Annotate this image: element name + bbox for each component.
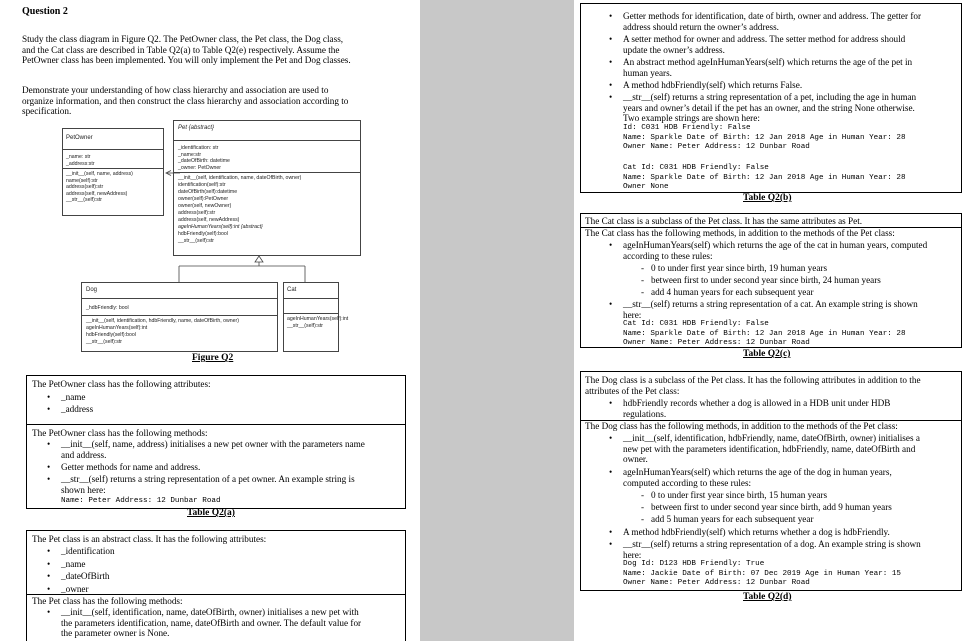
uml-attr: _dateOfBirth: datetime <box>178 158 230 164</box>
uml-petowner-name: PetOwner <box>66 135 93 141</box>
table-c-line: The Cat class is a subclass of the Pet class. It has the same attributes as Pet. <box>585 216 863 226</box>
uml-attr: _address:str <box>66 160 95 167</box>
list-item-cont: human years. <box>623 67 672 78</box>
list-item: • Getter methods for name and address. <box>61 462 200 472</box>
table-b-attr-header: The Pet class is an abstract class. It has the following attributes: <box>32 534 267 544</box>
table-a-caption: Table Q2(a) <box>187 508 235 518</box>
list-item-cont: new pet with the parameters identification, hdbFriendly, name, dateOfBirth and <box>623 443 916 454</box>
table-q2c <box>580 213 962 348</box>
rule-item: - between first to under second year since birth, 24 human years <box>651 275 881 285</box>
uml-dog <box>81 282 278 352</box>
list-item: • ageInHumanYears(self) which returns the age of the dog in human years, <box>623 467 892 477</box>
list-item: • _owner <box>61 584 89 594</box>
uml-method: __init__(self, name, address) <box>66 171 133 177</box>
uml-attr: _identification: str <box>178 145 219 151</box>
uml-method: address(self, newAddress) <box>66 190 128 197</box>
table-q2b-part1 <box>26 530 406 641</box>
uml-method: name(self):str <box>66 177 98 184</box>
uml-attr: _name: str <box>66 154 91 160</box>
list-item-cont: Two example strings are shown here: <box>623 113 760 123</box>
rule-item: - add 5 human years for each subsequent year <box>651 514 814 524</box>
code-example: Name: Sparkle Date of Birth: 12 Jan 2018 Age in Human Year: 28 <box>623 329 906 338</box>
list-item: • _identification <box>61 546 115 556</box>
uml-method: __str__(self):str <box>287 323 324 329</box>
list-item-cont: the parameters identification, name, dateOfBirth and owner. The default value for <box>61 617 362 628</box>
left-page <box>0 0 420 641</box>
uml-method: hdbFriendly(self):bool <box>178 231 228 237</box>
table-d-caption: Table Q2(d) <box>743 592 792 602</box>
list-item: • ageInHumanYears(self) which returns the age of the cat in human years, computed <box>623 240 927 250</box>
table-a-method-header: The PetOwner class has the following methods: <box>32 428 208 438</box>
right-page <box>574 0 970 641</box>
list-item-cont: according to these rules: <box>623 250 713 261</box>
uml-method: address(self):str <box>178 210 216 216</box>
uml-method: __init__(self, identification, name, dateOfBirth, owner) <box>178 175 302 181</box>
uml-method: address(self):str <box>66 184 104 190</box>
table-q2a <box>26 375 406 509</box>
list-item: • __str__(self) returns a string representation of a dog. An example string is shown <box>623 539 921 549</box>
uml-method: owner(self):PetOwner <box>178 196 229 202</box>
figure-caption: Figure Q2 <box>192 353 234 363</box>
list-item: • _dateOfBirth <box>61 571 109 581</box>
table-q2b-part2 <box>580 3 962 193</box>
list-item-cont: shown here: <box>61 484 106 495</box>
code-example: Cat Id: C031 HDB Friendly: False <box>623 320 769 328</box>
code-example: Id: C031 HDB Friendly: False <box>623 124 751 132</box>
uml-cat-name: Cat <box>287 287 297 293</box>
list-item: • __str__(self) returns a string representation of a pet, including the age in human <box>623 92 916 102</box>
uml-method: identification(self):str <box>178 182 226 188</box>
list-item: • _name <box>61 392 86 402</box>
list-item: • __str__(self) returns a string representation of a cat. An example string is shown <box>623 299 918 309</box>
table-b-caption: Table Q2(b) <box>743 193 792 203</box>
intro-line-1: Study the class diagram in Figure Q2. The PetOwner class, the Pet class, the Dog class, <box>22 34 344 44</box>
uml-method: address(self, newAddress) <box>178 217 240 223</box>
uml-attr: _hdbFriendly: bool <box>86 305 129 311</box>
rule-item: - 0 to under first year since birth, 19 human years <box>651 263 827 273</box>
table-d-line: The Dog class has the following methods, in addition to the methods of the Pet class: <box>585 421 898 431</box>
code-example: Name: Sparkle Date of Birth: 12 Jan 2018 Age in Human Year: 28 <box>623 173 906 182</box>
list-item: • An abstract method ageInHumanYears(self) which returns the age of the pet in <box>623 57 912 67</box>
uml-method: __str__(self):str <box>178 238 215 244</box>
code-example: Name: Peter Address: 12 Dunbar Road <box>61 497 221 505</box>
uml-pet-name: Pet {abstract} <box>178 125 215 131</box>
demo-line-1: Demonstrate your understanding of how class hierarchy and association are used to <box>22 85 329 95</box>
uml-method: ageInHumanYears(self):int <box>86 325 148 331</box>
demo-line-2: organize information, and then construct the class hierarchy and association according to <box>22 95 349 106</box>
list-item: • _address <box>61 404 93 414</box>
class-diagram <box>0 0 420 360</box>
rule-item: - between first to under second year since birth, add 9 human years <box>651 502 892 512</box>
table-a-attr-header: The PetOwner class has the following attributes: <box>32 379 211 389</box>
list-item: • __str__(self) returns a string representation of a pet owner. An example string is <box>61 474 355 484</box>
list-item-cont: and address. <box>61 449 107 460</box>
list-item-cont: regulations. <box>623 408 667 419</box>
uml-method: __str__(self):str <box>86 339 123 345</box>
list-item-cont: address should return the owner’s address. <box>623 21 779 32</box>
list-item: • hdbFriendly records whether a dog is allowed in a HDB unit under HDB <box>623 398 890 408</box>
list-item-cont: here: <box>623 549 642 560</box>
list-item: • A setter method for owner and address. The setter method for address should <box>623 34 905 44</box>
table-c-caption: Table Q2(c) <box>743 349 791 359</box>
list-item: • __init__(self, identification, name, dateOfBirth, owner) initialises a new pet with <box>61 607 359 617</box>
code-example: Owner Name: Peter Address: 12 Dunbar Road <box>623 339 810 347</box>
intro-line-3: PetOwner class has been implemented. You will only implement the Pet and Dog classes. <box>22 55 351 65</box>
uml-method: owner(self, newOwner) <box>178 203 232 209</box>
demo-line-3: specification. <box>22 106 72 116</box>
intro-line-2: and the Cat class are described in Table Q2(a) to Table Q2(e) respectively. Assume the <box>22 44 340 55</box>
table-c-line: The Cat class has the following methods, in addition to the methods of the Pet class: <box>585 227 895 238</box>
rule-item: - 0 to under first year since birth, 15 human years <box>651 490 827 500</box>
table-q2d <box>580 371 962 591</box>
uml-method: dateOfBirth(self):datetime <box>178 189 238 195</box>
code-example: Owner Name: Peter Address: 12 Dunbar Road <box>623 579 810 587</box>
list-item: • A method hdbFriendly(self) which returns False. <box>623 80 802 90</box>
uml-method: ageInHumanYears(self):int <box>287 316 349 322</box>
uml-dog-name: Dog <box>86 287 98 293</box>
uml-attr: _owner: PetOwner <box>178 164 221 171</box>
list-item: • Getter methods for identification, date of birth, owner and address. The getter for <box>623 11 921 21</box>
list-item: • A method hdbFriendly(self) which returns whether a dog is hdbFriendly. <box>623 527 890 537</box>
list-item-cont: here: <box>623 309 642 320</box>
list-item: • _name <box>61 559 86 569</box>
code-example: Owner None <box>623 183 669 191</box>
list-item-cont: computed according to these rules: <box>623 477 752 488</box>
list-item-cont: the parameter owner is None. <box>61 628 170 638</box>
uml-method: __init__(self, identification, hdbFriendly, name, dateOfBirth, owner) <box>86 318 240 324</box>
uml-method: hdbFriendly(self):bool <box>86 332 136 338</box>
uml-attr: _name:str <box>178 151 202 158</box>
code-example: Name: Sparkle Date of Birth: 12 Jan 2018 Age in Human Year: 28 <box>623 133 906 142</box>
table-d-line: The Dog class is a subclass of the Pet class. It has the following attributes in addition to the <box>585 375 921 385</box>
table-d-line: attributes of the Pet class: <box>585 385 680 396</box>
code-example: Name: Jackie Date of Birth: 07 Dec 2019 Age in Human Year: 15 <box>623 569 901 578</box>
uml-cat <box>283 282 349 352</box>
list-item-cont: owner. <box>623 454 648 464</box>
code-example: Dog Id: D123 HDB Friendly: True <box>623 560 765 568</box>
list-item: • __init__(self, name, address) initialises a new pet owner with the parameters name <box>61 439 365 449</box>
list-item-cont: update the owner’s address. <box>623 44 725 55</box>
list-item: • __init__(self, identification, hdbFriendly, name, dateOfBirth, owner) initialises a <box>623 433 920 443</box>
uml-method: ageInHumanYears(self):int {abstract} <box>178 224 263 230</box>
rule-item: - add 4 human years for each subsequent year <box>651 287 814 297</box>
question-title: Question 2 <box>22 6 68 17</box>
code-example: Cat Id: C031 HDB Friendly: False <box>623 164 769 172</box>
table-b-method-header: The Pet class has the following methods: <box>32 596 183 606</box>
code-example: Owner Name: Peter Address: 12 Dunbar Road <box>623 143 810 151</box>
uml-method: __str__(self):str <box>66 197 103 203</box>
list-item-cont: years and owner’s detail if the pet has an owner, and the string None otherwise. <box>623 102 915 113</box>
